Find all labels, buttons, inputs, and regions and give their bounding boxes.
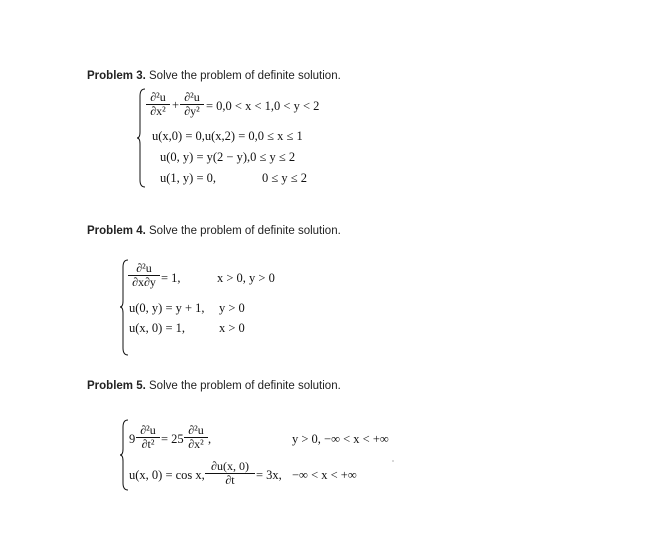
- problem-5-number: Problem 5.: [87, 380, 146, 392]
- problem-5-ic-left: u(x, 0) = cos x,: [129, 468, 205, 482]
- problem-5-coef: 9: [129, 432, 136, 446]
- problem-5-ic-right: = 3x,: [256, 468, 282, 482]
- problem-3-condition-3-domain: 0 ≤ y ≤ 2: [262, 171, 307, 185]
- problem-3-instruction: Solve the problem of definite solution.: [149, 70, 341, 82]
- problem-3-frac-y-den: ∂y²: [180, 104, 204, 118]
- problem-4-heading: [87, 225, 341, 237]
- problem-4-frac: [128, 262, 160, 289]
- problem-5-comma: ,: [208, 432, 212, 446]
- problem-5-instruction: Solve the problem of definite solution.: [149, 380, 341, 392]
- problem-5-frac-x-den: ∂x²: [184, 437, 208, 451]
- problem-3-frac-x: [146, 91, 170, 118]
- problem-4-number: Problem 4.: [87, 225, 146, 237]
- problem-5-frac-t-num: ∂²u: [140, 423, 156, 437]
- problem-5-frac-t: [136, 424, 160, 451]
- problem-3-pde-tail: = 0,0 < x < 1,0 < y < 2: [206, 99, 320, 113]
- problem-3-condition-1: u(x,0) = 0,u(x,2) = 0,0 ≤ x ≤ 1: [152, 129, 303, 143]
- problem-4-condition-2: u(x, 0) = 1,: [129, 321, 185, 335]
- problem-5-ic-domain: −∞ < x < +∞: [292, 468, 357, 482]
- problem-4-pde-tail: = 1,: [161, 271, 181, 285]
- problem-5-heading: [87, 380, 341, 392]
- problem-3-condition-2: u(0, y) = y(2 − y),0 ≤ y ≤ 2: [160, 150, 296, 164]
- problem-5-mid: = 25: [161, 432, 184, 446]
- problem-3-frac-y: [180, 91, 204, 118]
- problem-4-frac-num: ∂²u: [136, 261, 152, 275]
- problem-5-ic-frac-num: ∂u(x, 0): [211, 459, 249, 473]
- problem-4-pde-domain: x > 0, y > 0: [217, 271, 275, 285]
- problem-5-frac-x-num: ∂²u: [188, 423, 204, 437]
- problem-5-ic-frac: [205, 460, 255, 487]
- problem-5-pde-domain: y > 0, −∞ < x < +∞: [292, 432, 389, 446]
- problem-3-frac-x-den: ∂x²: [146, 104, 170, 118]
- problem-3-heading: [87, 70, 341, 82]
- problem-5-frac-x: [184, 424, 208, 451]
- problem-4-condition-1-domain: y > 0: [219, 301, 245, 315]
- problem-4-instruction: Solve the problem of definite solution.: [149, 225, 341, 237]
- problem-3-frac-y-num: ∂²u: [184, 90, 200, 104]
- problem-3-plus: +: [172, 98, 180, 112]
- problem-5-ic-frac-den: ∂t: [205, 473, 255, 487]
- problem-3-frac-x-num: ∂²u: [150, 90, 166, 104]
- problem-4-condition-1: u(0, y) = y + 1,: [129, 301, 205, 315]
- problem-3-condition-3: u(1, y) = 0,: [160, 171, 216, 185]
- problem-5-frac-t-den: ∂t²: [136, 437, 160, 451]
- stray-dot: [392, 460, 394, 462]
- problem-3-number: Problem 3.: [87, 70, 146, 82]
- problem-4-frac-den: ∂x∂y: [128, 275, 160, 289]
- problem-4-condition-2-domain: x > 0: [219, 321, 245, 335]
